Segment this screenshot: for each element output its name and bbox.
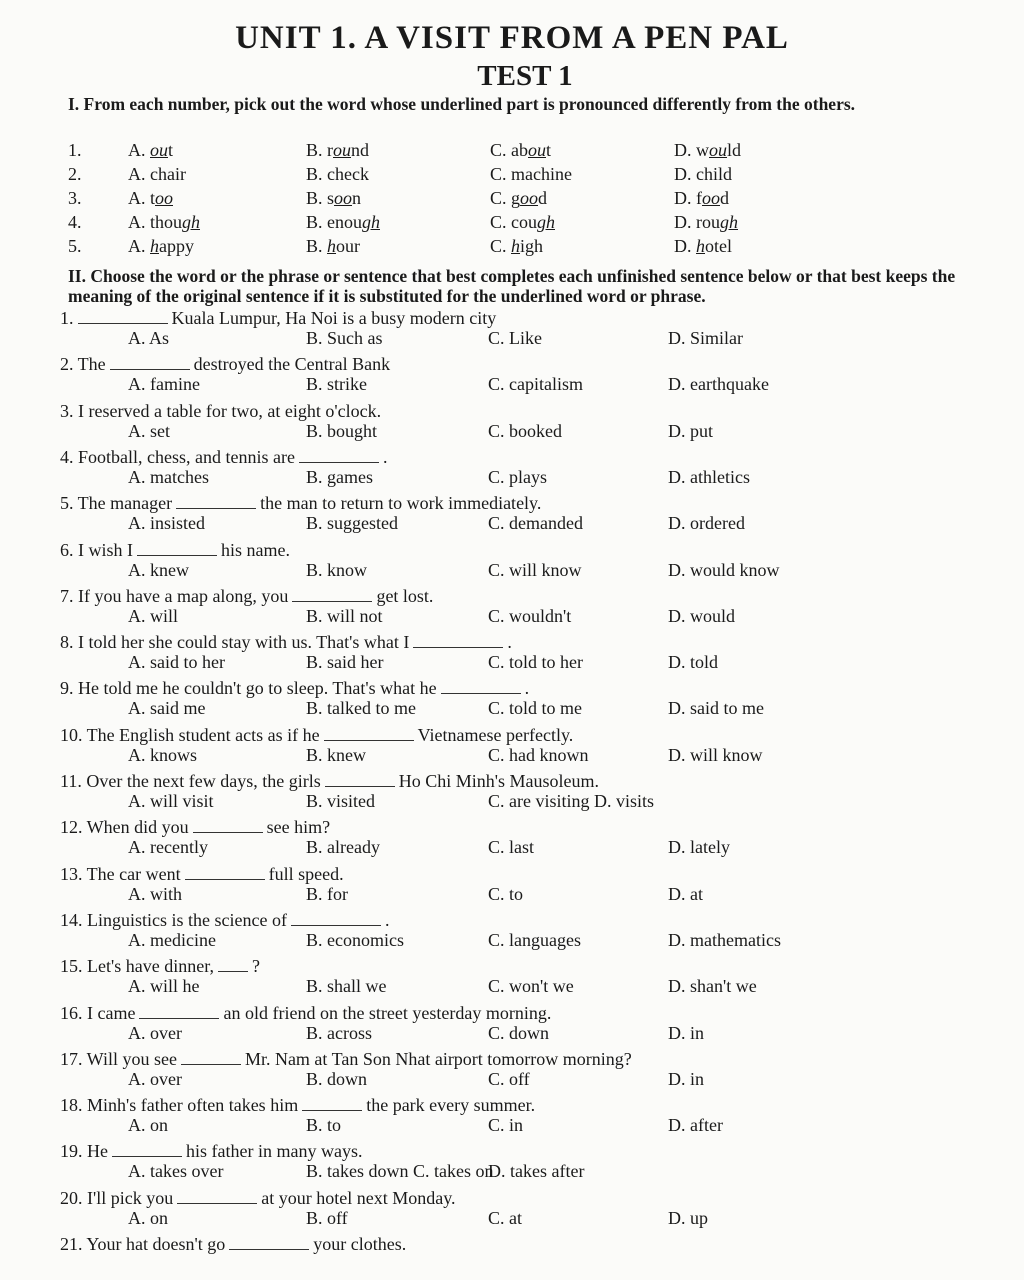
question-text: 6. I wish I: [60, 540, 133, 560]
options-row: [0, 930, 1024, 952]
option-b[interactable]: B. visited: [306, 791, 376, 811]
question-stem: [0, 1141, 1024, 1163]
option-d[interactable]: D. will know: [668, 745, 763, 765]
option-a[interactable]: A. knew: [128, 560, 189, 580]
options-row: [0, 560, 1024, 582]
option-d[interactable]: D. told: [668, 652, 719, 672]
question-number: 5.: [68, 236, 82, 256]
option-c[interactable]: C. Like: [488, 328, 542, 348]
option-c[interactable]: C. languages: [488, 930, 581, 950]
options-row: [0, 652, 1024, 674]
part1-row: [0, 164, 1024, 186]
options-row: [0, 837, 1024, 859]
answer-blank[interactable]: [177, 1189, 257, 1204]
question-text-continued: .: [382, 447, 388, 467]
question-stem: [0, 540, 1024, 562]
question-text: 14. Linguistics is the science of: [60, 910, 287, 930]
question-number: 3.: [68, 188, 82, 208]
option-a[interactable]: A. with: [128, 884, 182, 904]
answer-blank[interactable]: [292, 587, 372, 602]
question-text-continued: the park every summer.: [366, 1095, 536, 1115]
option-b[interactable]: B. off: [306, 1208, 348, 1228]
options-row: [0, 1023, 1024, 1045]
question-stem: [0, 817, 1024, 839]
option-c[interactable]: C. told to her: [488, 652, 583, 672]
question-text: 10. The English student acts as if he: [60, 725, 320, 745]
answer-blank[interactable]: [291, 911, 381, 926]
question-text-continued: his name.: [221, 540, 290, 560]
answer-blank[interactable]: [441, 679, 521, 694]
option-b[interactable]: B. talked to me: [306, 698, 416, 718]
option-a[interactable]: A. set: [128, 421, 170, 441]
option-d[interactable]: D. said to me: [668, 698, 764, 718]
option-a[interactable]: A. over: [128, 1023, 182, 1043]
option-c[interactable]: C. capitalism: [488, 374, 583, 394]
option-a[interactable]: A. knows: [128, 745, 198, 765]
option-c[interactable]: C. to: [488, 884, 524, 904]
option-b[interactable]: B. across: [306, 1023, 372, 1043]
question-text-continued: see him?: [266, 817, 331, 837]
option-a[interactable]: A. will visit: [128, 791, 214, 811]
option-b[interactable]: B. down: [306, 1069, 368, 1089]
option-c[interactable]: C. will know: [488, 560, 582, 580]
question-text-continued: .: [507, 632, 512, 652]
option-b[interactable]: B. economics: [306, 930, 404, 950]
option-b[interactable]: B. suggested: [306, 513, 398, 533]
answer-blank[interactable]: [229, 1235, 309, 1250]
option-b: B. soon: [306, 188, 362, 208]
option-a: A. out: [128, 140, 174, 160]
options-row: [0, 606, 1024, 628]
options-row: [0, 791, 1024, 813]
options-row: [0, 1161, 1024, 1183]
part1-row: [0, 212, 1024, 234]
question-stem: [0, 447, 1024, 469]
question-text-continued: the man to return to work immediately.: [260, 493, 542, 513]
option-c[interactable]: C. at: [488, 1208, 522, 1228]
option-a: A. though: [128, 212, 200, 232]
question-text: 8. I told her she could stay with us. That's what I: [60, 632, 410, 652]
option-a: A. chair: [128, 164, 186, 184]
option-a[interactable]: A. said me: [128, 698, 206, 718]
option-b[interactable]: B. for: [306, 884, 348, 904]
question-stem: [0, 1188, 1024, 1210]
part2-instruction: II. Choose the word or the phrase or sentence that best completes each unfinished sentence below or that best keeps the meaning of the original sentence if it is substituted for the underlined word or phrase.: [68, 266, 956, 306]
question-text-continued: ?: [251, 956, 260, 976]
question-stem: [0, 1049, 1024, 1071]
option-d[interactable]: D. earthquake: [668, 374, 769, 394]
option-d[interactable]: D. at: [668, 884, 703, 904]
option-d[interactable]: D. shan't we: [668, 976, 757, 996]
options-row: [0, 1069, 1024, 1091]
option-a[interactable]: A. said to her: [128, 652, 225, 672]
option-c[interactable]: C. in: [488, 1115, 524, 1135]
option-c[interactable]: C. booked: [488, 421, 562, 441]
question-stem: [0, 493, 1024, 515]
question-stem: [0, 678, 1024, 700]
options-row: [0, 745, 1024, 767]
test-subtitle: TEST 1: [477, 60, 573, 92]
option-d[interactable]: D. up: [668, 1208, 708, 1228]
question-text: 18. Minh's father often takes him: [60, 1095, 299, 1115]
options-row: [0, 976, 1024, 998]
option-b[interactable]: B. bought: [306, 421, 378, 441]
options-row: [0, 328, 1024, 350]
question-text: 4. Football, chess, and tennis are: [60, 447, 295, 467]
option-b[interactable]: B. takes down C. takes on: [306, 1161, 494, 1181]
part1-instruction: I. From each number, pick out the word whose underlined part is pronounced differently from the others.: [68, 94, 856, 114]
question-stem: [0, 1234, 1024, 1256]
question-text: 3. I reserved a table for two, at eight o'clock.: [60, 401, 382, 421]
option-a[interactable]: A. matches: [128, 467, 209, 487]
question-text: 5. The manager: [60, 493, 173, 513]
option-a[interactable]: A. will he: [128, 976, 200, 996]
option-c[interactable]: C. won't we: [488, 976, 574, 996]
option-c[interactable]: C. last: [488, 837, 535, 857]
option-d[interactable]: D. mathematics: [668, 930, 781, 950]
answer-blank[interactable]: [325, 772, 395, 787]
option-c[interactable]: C. are visiting D. visits: [488, 791, 654, 811]
question-text: 12. When did you: [60, 817, 189, 837]
answer-blank[interactable]: [78, 309, 168, 324]
option-c: C. about: [490, 140, 552, 160]
answer-blank[interactable]: [181, 1050, 241, 1065]
question-stem: [0, 308, 1024, 330]
option-c[interactable]: C. down: [488, 1023, 550, 1043]
question-text: 7. If you have a map along, you: [60, 586, 289, 606]
question-text-continued: at your hotel next Monday.: [261, 1188, 456, 1208]
option-b[interactable]: B. strike: [306, 374, 367, 394]
question-stem: [0, 632, 1024, 654]
option-c[interactable]: C. told to me: [488, 698, 582, 718]
option-a: A. happy: [128, 236, 194, 256]
question-text-continued: Ho Chi Minh's Mausoleum.: [398, 771, 600, 791]
option-d[interactable]: D. after: [668, 1115, 723, 1135]
option-d: D. rough: [674, 212, 738, 232]
question-text-continued: Mr. Nam at Tan Son Nhat airport tomorrow morning?: [244, 1049, 632, 1069]
part1-row: [0, 140, 1024, 162]
option-b[interactable]: B. to: [306, 1115, 342, 1135]
question-text-continued: destroyed the Central Bank: [193, 354, 391, 374]
option-d: D. food: [674, 188, 729, 208]
question-text: 19. He: [60, 1141, 108, 1161]
option-a[interactable]: A. on: [128, 1208, 168, 1228]
page-title: UNIT 1. A VISIT FROM A PEN PAL: [235, 20, 789, 56]
question-text: 1.: [60, 308, 74, 328]
option-b[interactable]: B. shall we: [306, 976, 387, 996]
question-text-continued: his father in many ways.: [186, 1141, 363, 1161]
question-text-continued: an old friend on the street yesterday morning.: [223, 1003, 552, 1023]
question-stem: [0, 910, 1024, 932]
question-number: 1.: [68, 140, 82, 160]
answer-blank[interactable]: [110, 355, 190, 370]
option-d: D. hotel: [674, 236, 732, 256]
question-stem: [0, 771, 1024, 793]
question-text: 21. Your hat doesn't go: [60, 1234, 226, 1254]
option-c: C. machine: [490, 164, 572, 184]
options-row: [0, 421, 1024, 443]
options-row: [0, 884, 1024, 906]
option-a[interactable]: A. on: [128, 1115, 168, 1135]
option-c[interactable]: C. wouldn't: [488, 606, 572, 626]
answer-blank[interactable]: [324, 726, 414, 741]
option-a[interactable]: A. recently: [128, 837, 208, 857]
question-stem: [0, 586, 1024, 608]
options-row: [0, 374, 1024, 396]
option-b: B. enough: [306, 212, 380, 232]
options-row: [0, 1115, 1024, 1137]
option-c[interactable]: C. plays: [488, 467, 548, 487]
question-text: 11. Over the next few days, the girls: [60, 771, 321, 791]
option-a[interactable]: A. will: [128, 606, 179, 626]
answer-blank[interactable]: [185, 865, 265, 880]
question-text-continued: Vietnamese perfectly.: [417, 725, 574, 745]
part1-row: [0, 188, 1024, 210]
option-d[interactable]: D. would: [668, 606, 735, 626]
question-text: 20. I'll pick you: [60, 1188, 174, 1208]
answer-blank[interactable]: [176, 494, 256, 509]
question-stem: [0, 401, 1024, 423]
answer-blank[interactable]: [137, 541, 217, 556]
question-text-continued: Kuala Lumpur, Ha Noi is a busy modern city: [171, 308, 497, 328]
option-a[interactable]: A. over: [128, 1069, 182, 1089]
question-text: 15. Let's have dinner,: [60, 956, 214, 976]
option-d[interactable]: D. in: [668, 1069, 704, 1089]
question-text-continued: .: [384, 910, 390, 930]
option-a[interactable]: A. famine: [128, 374, 200, 394]
question-text: 9. He told me he couldn't go to sleep. That's what he: [60, 678, 437, 698]
question-text-continued: your clothes.: [313, 1234, 407, 1254]
option-c: C. high: [490, 236, 544, 256]
option-a[interactable]: A. insisted: [128, 513, 206, 533]
option-d[interactable]: D. put: [668, 421, 713, 441]
question-text-continued: get lost.: [376, 586, 434, 606]
option-d[interactable]: D. ordered: [668, 513, 745, 533]
question-stem: [0, 725, 1024, 747]
option-b[interactable]: B. said her: [306, 652, 384, 672]
option-d[interactable]: D. would know: [668, 560, 780, 580]
option-b[interactable]: B. games: [306, 467, 373, 487]
option-b[interactable]: B. Such as: [306, 328, 383, 348]
option-b[interactable]: B. know: [306, 560, 368, 580]
question-stem: [0, 956, 1024, 978]
option-b: B. hour: [306, 236, 361, 256]
option-d: D. child: [674, 164, 732, 184]
option-a: A. too: [128, 188, 173, 208]
answer-blank[interactable]: [218, 957, 248, 972]
options-row: [0, 467, 1024, 489]
answer-blank[interactable]: [413, 633, 503, 648]
option-d[interactable]: D. Similar: [668, 328, 743, 348]
question-text: 2. The: [60, 354, 106, 374]
option-a[interactable]: A. medicine: [128, 930, 216, 950]
question-text: 17. Will you see: [60, 1049, 177, 1069]
options-row: [0, 1208, 1024, 1230]
option-d[interactable]: D. in: [668, 1023, 704, 1043]
option-b: B. round: [306, 140, 369, 160]
option-b[interactable]: B. will not: [306, 606, 383, 626]
option-d[interactable]: D. athletics: [668, 467, 750, 487]
option-b[interactable]: B. already: [306, 837, 380, 857]
question-text: 16. I came: [60, 1003, 136, 1023]
option-b: B. check: [306, 164, 369, 184]
option-c: C. good: [490, 188, 548, 208]
option-a[interactable]: A. takes over: [128, 1161, 224, 1181]
option-c[interactable]: C. off: [488, 1069, 530, 1089]
answer-blank[interactable]: [193, 818, 263, 833]
question-number: 4.: [68, 212, 82, 232]
option-c[interactable]: C. had known: [488, 745, 589, 765]
answer-blank[interactable]: [139, 1004, 219, 1019]
question-text-continued: full speed.: [268, 864, 344, 884]
part1-row: [0, 236, 1024, 258]
question-number: 2.: [68, 164, 82, 184]
answer-blank[interactable]: [112, 1142, 182, 1157]
answer-blank[interactable]: [299, 448, 379, 463]
option-c[interactable]: D. takes after: [488, 1161, 585, 1181]
options-row: [0, 698, 1024, 720]
question-stem: [0, 354, 1024, 376]
option-d[interactable]: D. lately: [668, 837, 730, 857]
options-row: [0, 513, 1024, 535]
option-c: C. cough: [490, 212, 555, 232]
option-b[interactable]: B. knew: [306, 745, 366, 765]
question-text: 13. The car went: [60, 864, 181, 884]
question-stem: [0, 864, 1024, 886]
option-a[interactable]: A. As: [128, 328, 170, 348]
question-stem: [0, 1003, 1024, 1025]
question-stem: [0, 1095, 1024, 1117]
option-c[interactable]: C. demanded: [488, 513, 583, 533]
option-d: D. would: [674, 140, 742, 160]
answer-blank[interactable]: [302, 1096, 362, 1111]
question-text-continued: .: [524, 678, 530, 698]
